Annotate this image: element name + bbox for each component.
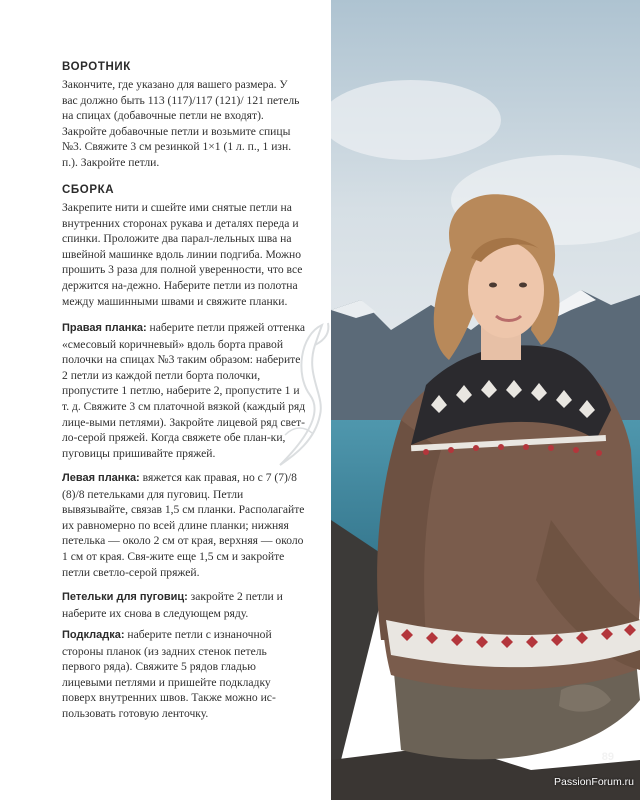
- lining-paragraph: [62, 627, 306, 722]
- page-number: 89: [601, 751, 614, 763]
- right-band-lead: Правая планка:: [62, 322, 147, 334]
- swan-watermark-icon: [270, 315, 340, 495]
- left-band-lead: Левая планка:: [62, 472, 140, 484]
- buttonholes-text: закройте 2 петли и наберите их снова в следующем ряду.: [62, 590, 283, 620]
- buttonholes-lead: Петельки для пуговиц:: [62, 591, 188, 603]
- lining-text: наберите петли с изнаночной стороны планок (из задних стенок петель первого ряда). Свяжите 5 рядов гладью лицевыми петлями и пришейте подкладку поверх внутренних швов. Также можно ис-пользовать готовую ленточку.: [62, 628, 276, 720]
- cover-photo: [331, 0, 640, 800]
- left-band-text: вяжется как правая, но с 7 (7)/8 (8)/8 петельками для пуговиц. Петли вывязывайте, связав 1,5 см планки. Располагайте их равномерно по всей длине планки; нижняя петелька — около 2 см от края, верхняя — около 1 см от края. Свя-жите еще 1,5 см и закройте петли светло-серой пряжей.: [62, 471, 305, 579]
- collar-heading: ВОРОТНИК: [62, 61, 131, 73]
- site-watermark: PassionForum.ru: [554, 776, 634, 788]
- right-band-text: наберите петли пряжей оттенка «смесовый коричневый» вдоль борта правой полочки на спицах №3 таким образом: наберите 2 петли из каждой петли борта полочки, пропустите 1 петлю, наберите 2, пропустите 1 и т. д. Свяжите 3 см платочной вязкой (каждый ряд лице-выми петлями). Закройте лицевой ряд свет-ло-серой пряжей. Когда свяжете обе план-ки, пуговицы пришивайте пряжей.: [62, 321, 306, 460]
- lining-lead: Подкладка:: [62, 629, 125, 641]
- buttonholes-paragraph: [62, 589, 306, 621]
- collar-paragraph: Закончите, где указано для вашего размера. У вас должно быть 113 (117)/117 (121)/ 121 петель на спицах (добавочные петли не входят). Закройте добавочные петли и возьмите спицы №3. Свяжите 3 см резинкой 1×1 (1 л. п., 1 изн. п.). Закройте петли.: [62, 78, 300, 169]
- photo-illustration: [331, 0, 640, 800]
- assembly-heading: СБОРКА: [62, 184, 115, 196]
- assembly-paragraph: Закрепите нити и сшейте ими снятые петли на внутренних сторонах рукава и деталях переда и спинки. Проложите два парал-лельных шва на швейной машинке вдоль линии подгиба. Можно прошить 3 раза для полной уверенности, что все держится на-дежно. Наберите петли из полотна между машинными швами и свяжите планки.: [62, 201, 303, 308]
